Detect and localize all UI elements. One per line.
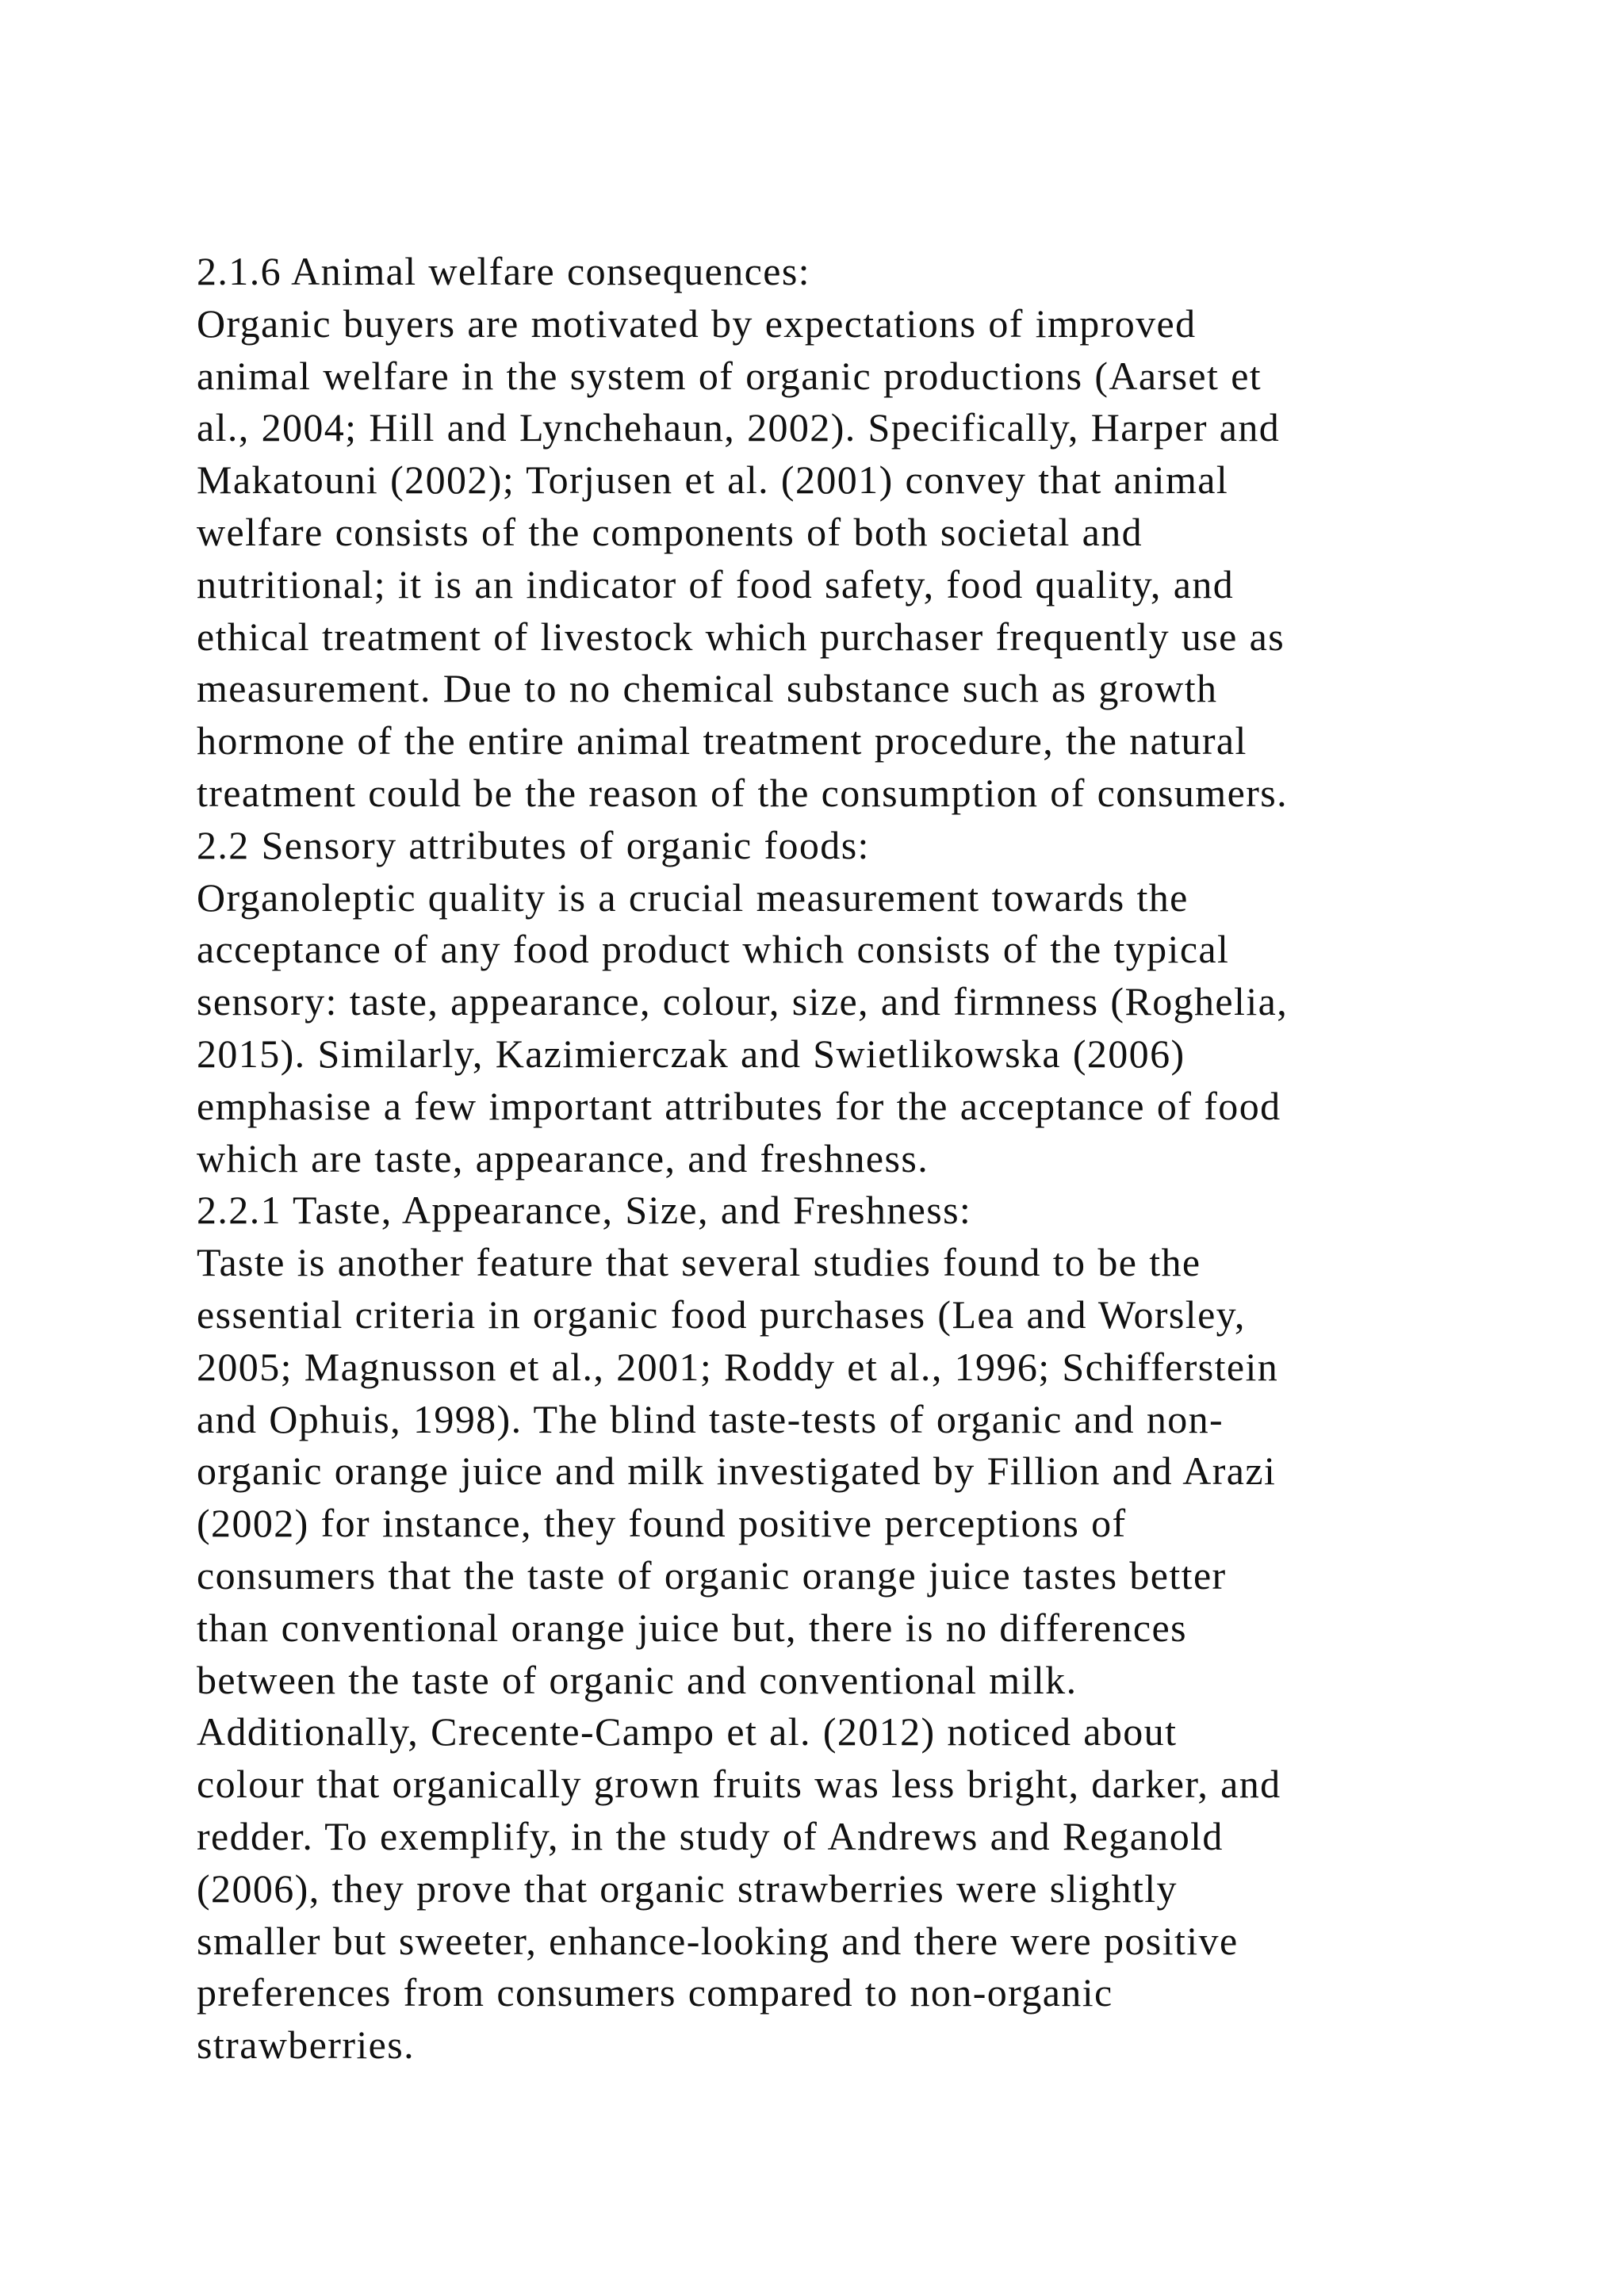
text-line: treatment could be the reason of the consumption of consumers. <box>197 770 1288 815</box>
text-line: redder. To exemplify, in the study of Andrews and Reganold <box>197 1813 1224 1858</box>
text-line: (2002) for instance, they found positive perceptions of <box>197 1501 1127 1546</box>
text-line: which are taste, appearance, and freshness. <box>197 1135 929 1181</box>
body-text <box>197 246 1497 2072</box>
text-line: acceptance of any food product which consists of the typical <box>197 927 1230 972</box>
text-line: Organic buyers are motivated by expectations of improved <box>197 300 1197 346</box>
text-line: welfare consists of the components of both societal and <box>197 509 1143 554</box>
text-line: preferences from consumers compared to non-organic <box>197 1970 1113 2015</box>
text-line: Taste is another feature that several studies found to be the <box>197 1240 1201 1285</box>
text-line: hormone of the entire animal treatment procedure, the natural <box>197 718 1247 763</box>
text-line: consumers that the taste of organic orange juice tastes better <box>197 1552 1227 1598</box>
text-line: 2005; Magnusson et al., 2001; Roddy et al., 1996; Schifferstein <box>197 1344 1279 1389</box>
heading-2-2: 2.2 Sensory attributes of organic foods: <box>197 822 870 867</box>
text-line: strawberries. <box>197 2022 416 2068</box>
text-line: smaller but sweeter, enhance-looking and there were positive <box>197 1918 1239 1963</box>
text-line: (2006), they prove that organic strawberries were slightly <box>197 1866 1178 1911</box>
heading-2-1-6: 2.1.6 Animal welfare consequences: <box>197 249 810 293</box>
text-line: ethical treatment of livestock which purchaser frequently use as <box>197 614 1285 659</box>
text-line: measurement. Due to no chemical substance such as growth <box>197 666 1218 711</box>
text-line: than conventional orange juice but, there is no differences <box>197 1605 1187 1650</box>
text-line: between the taste of organic and conventional milk. <box>197 1657 1078 1702</box>
text-line: Organoleptic quality is a crucial measurement towards the <box>197 874 1189 920</box>
text-line: Additionally, Crecente-Campo et al. (2012) noticed about <box>197 1709 1178 1755</box>
text-line: al., 2004; Hill and Lynchehaun, 2002). Specifically, Harper and <box>197 405 1281 450</box>
text-line: animal welfare in the system of organic productions (Aarset et <box>197 353 1262 398</box>
heading-2-2-1: 2.2.1 Taste, Appearance, Size, and Freshness: <box>197 1188 972 1233</box>
text-line: Makatouni (2002); Torjusen et al. (2001) convey that animal <box>197 457 1229 503</box>
text-line: emphasise a few important attributes for the acceptance of food <box>197 1083 1281 1128</box>
text-line: sensory: taste, appearance, colour, size, and firmness (Roghelia, <box>197 979 1289 1024</box>
text-line: nutritional; it is an indicator of food safety, food quality, and <box>197 561 1235 607</box>
text-line: and Ophuis, 1998). The blind taste-tests of organic and non- <box>197 1396 1224 1441</box>
text-line: essential criteria in organic food purchases (Lea and Worsley, <box>197 1292 1246 1337</box>
text-line: organic orange juice and milk investigated by Fillion and Arazi <box>197 1448 1277 1494</box>
text-line: 2015). Similarly, Kazimierczak and Swietlikowska (2006) <box>197 1031 1185 1076</box>
text-line: colour that organically grown fruits was less bright, darker, and <box>197 1762 1281 1807</box>
